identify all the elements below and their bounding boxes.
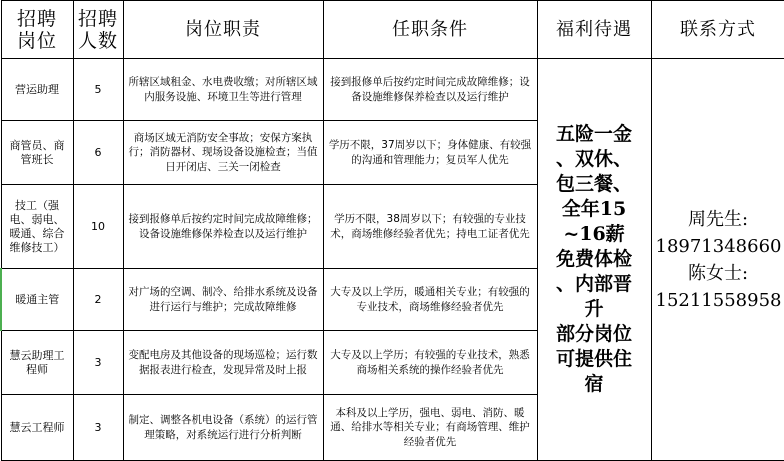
duties-cell: 商场区域无消防安全事故；安保方案执行；消防器材、现场设备设施检查；当值日开闭店、三关一闭检查 xyxy=(123,121,323,185)
count-cell: 10 xyxy=(73,185,123,269)
header-position-line2: 岗位 xyxy=(16,29,57,52)
requirements-cell: 本科及以上学历，强电、弱电、消防、暖通、给排水等相关专业；有商场管理、维护经验者优先 xyxy=(323,395,537,461)
header-position xyxy=(1,1,73,59)
table-row xyxy=(1,59,784,121)
header-duties: 岗位职责 xyxy=(123,1,323,59)
duties-cell: 所辖区域租金、水电费收缴；对所辖区域内服务设施、环境卫生等进行管理 xyxy=(123,59,323,121)
count-cell: 5 xyxy=(73,59,123,121)
position-cell: 慧云助理工程师 xyxy=(1,331,73,395)
benefits-cell xyxy=(537,59,651,461)
count-cell: 3 xyxy=(73,331,123,395)
header-requirements: 任职条件 xyxy=(323,1,537,59)
header-count-line2: 人数 xyxy=(77,29,118,52)
benefit-line: 包三餐、 xyxy=(555,173,632,195)
benefit-line: 宿 xyxy=(584,373,604,395)
header-position-line1: 招聘 xyxy=(16,7,57,30)
header-contact: 联系方式 xyxy=(651,1,784,59)
contact-phone[interactable]: 15211558958 xyxy=(655,289,782,311)
count-cell: 3 xyxy=(73,395,123,461)
position-cell: 商管员、商管班长 xyxy=(1,121,73,185)
count-cell: 6 xyxy=(73,121,123,185)
position-cell: 慧云工程师 xyxy=(1,395,73,461)
requirements-cell: 接到报修单后按约定时间完成故障维修；设备设施维修保养检查以及运行维护 xyxy=(323,59,537,121)
benefit-line: 五险一金 xyxy=(555,123,632,145)
requirements-cell: 大专及以上学历；有较强的专业技术，熟悉商场相关系统的操作经验者优先 xyxy=(323,331,537,395)
duties-cell: 制定、调整各机电设备（系统）的运行管理策略，对系统运行进行分析判断 xyxy=(123,395,323,461)
position-cell: 营运助理 xyxy=(1,59,73,121)
benefit-line: 、双休、 xyxy=(555,148,632,170)
duties-cell: 变配电房及其他设备的现场巡检；运行数据报表进行检查，发现异常及时上报 xyxy=(123,331,323,395)
benefit-line: 免费体检 xyxy=(555,248,632,270)
duties-cell: 接到报修单后按约定时间完成故障维修；设备设施维修保养检查以及运行维护 xyxy=(123,185,323,269)
requirements-cell: 学历不限，37周岁以下；身体健康、有较强的沟通和管理能力；复员军人优先 xyxy=(323,121,537,185)
benefit-line: 部分岗位 xyxy=(555,323,632,345)
count-cell: 2 xyxy=(73,269,123,331)
header-benefits: 福利待遇 xyxy=(537,1,651,59)
contact-name: 陈女士: xyxy=(687,262,749,284)
contact-name: 周先生: xyxy=(687,208,749,230)
benefit-line: 升 xyxy=(584,298,604,320)
requirements-cell: 大专及以上学历，暖通相关专业；有较强的专业技术，商场维修经验者优先 xyxy=(323,269,537,331)
header-row xyxy=(1,1,784,59)
header-count xyxy=(73,1,123,59)
benefit-line: 全年15 xyxy=(561,198,627,220)
contact-cell xyxy=(651,59,784,461)
duties-cell: 对广场的空调、制冷、给排水系统及设备进行运行与维护；完成故障维修 xyxy=(123,269,323,331)
requirements-cell: 学历不限，38周岁以下；有较强的专业技术，商场维修经验者优先；持电工证者优先 xyxy=(323,185,537,269)
header-count-line1: 招聘 xyxy=(77,7,118,30)
position-cell: 技工（强电、弱电、暖通、综合维修技工） xyxy=(1,185,73,269)
benefit-line: ~16薪 xyxy=(563,223,625,245)
position-cell: 暖通主管 xyxy=(1,269,73,331)
contact-phone[interactable]: 18971348660 xyxy=(655,235,782,257)
benefit-line: 、内部晋 xyxy=(555,273,632,295)
benefit-line: 可提供住 xyxy=(555,348,632,370)
